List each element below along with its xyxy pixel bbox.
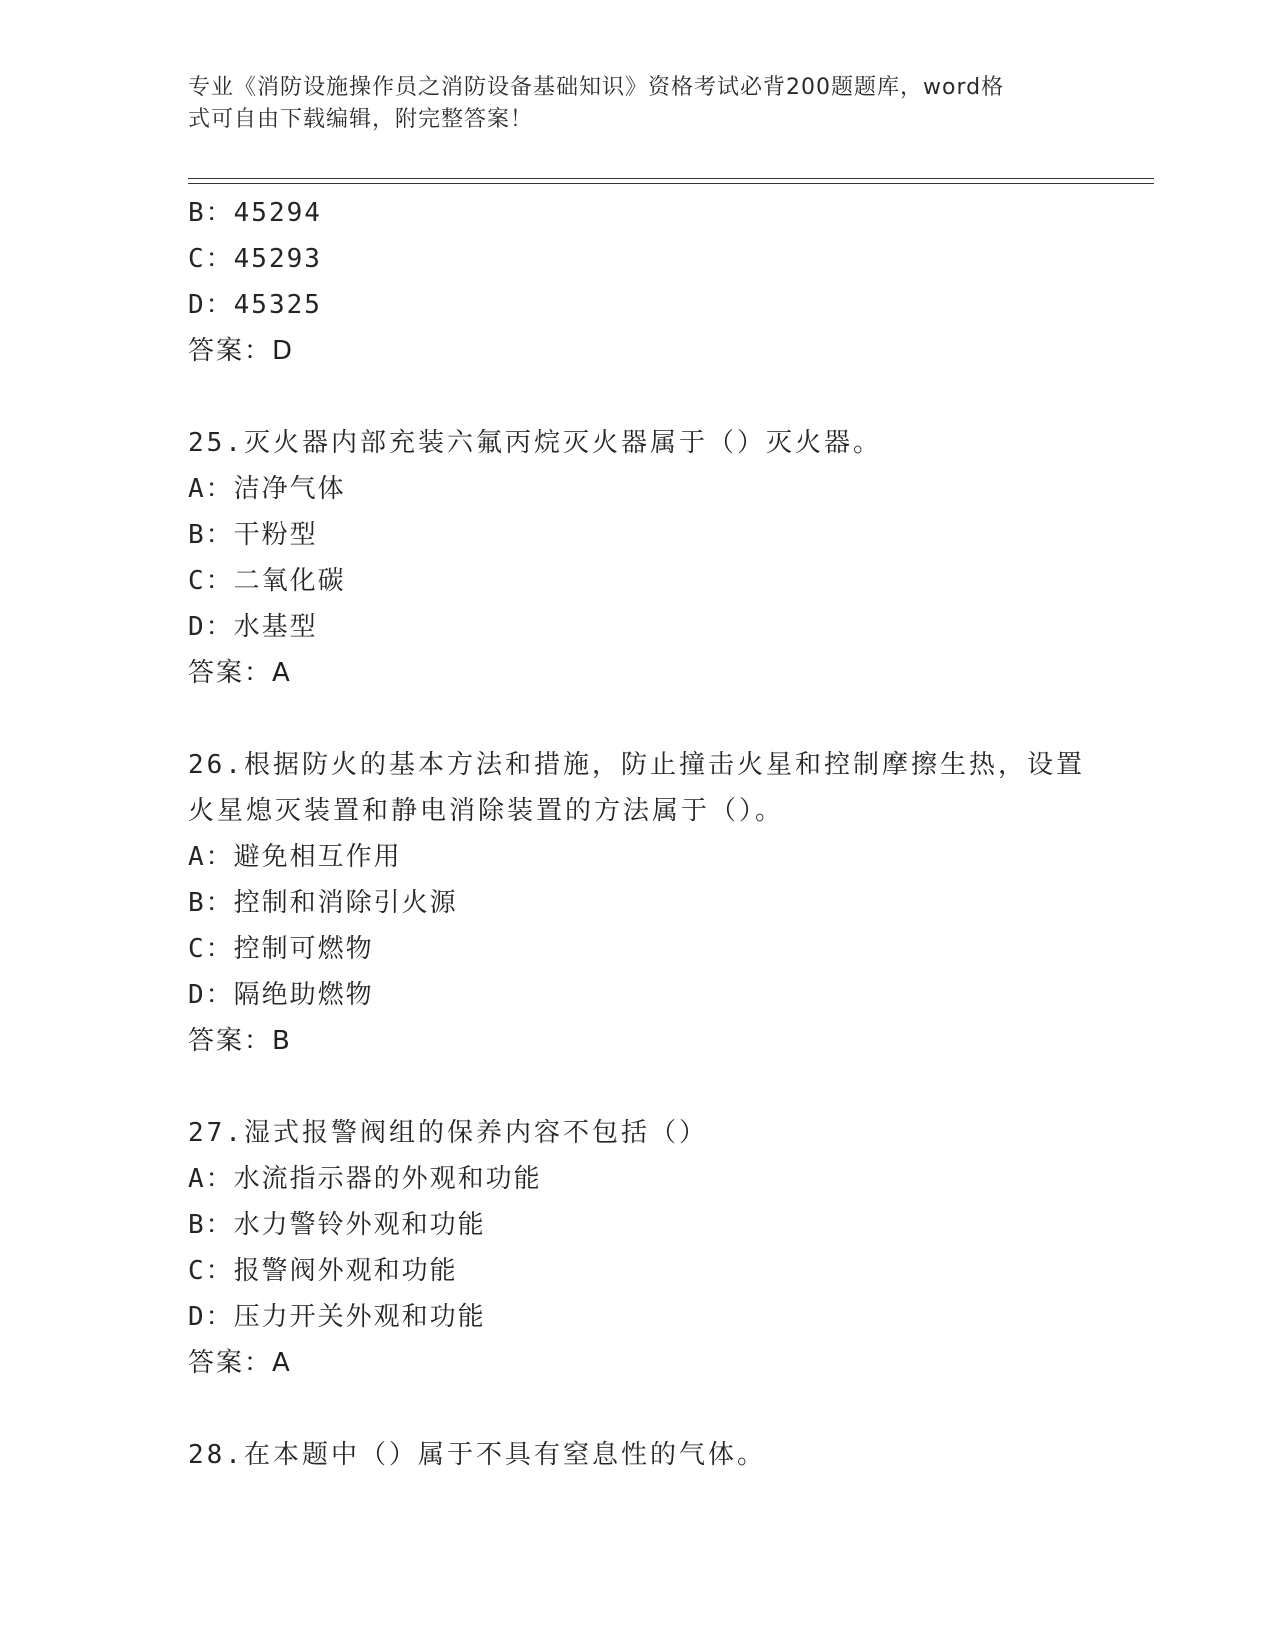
question-stem-line-1: 26.根据防火的基本方法和措施，防止撞击火星和控制摩擦生热，设置 xyxy=(188,750,1085,780)
answer-line: 答案：B xyxy=(188,1026,292,1056)
answer-line: 答案：D xyxy=(188,336,295,366)
spacer xyxy=(188,374,1088,420)
question-27 xyxy=(188,1110,1088,1386)
question-25 xyxy=(188,420,1088,696)
option-b: B：水力警铃外观和功能 xyxy=(188,1210,486,1240)
option-a: A：避免相互作用 xyxy=(188,842,402,872)
spacer xyxy=(188,696,1088,742)
question-stem: 27.湿式报警阀组的保养内容不包括（） xyxy=(188,1118,708,1148)
question-24-continued xyxy=(188,190,1088,374)
header-title-line-1: 专业《消防设施操作员之消防设备基础知识》资格考试必背200题题库，word格 xyxy=(188,75,1005,100)
option-b: B：干粉型 xyxy=(188,520,318,550)
question-stem-line-2: 火星熄灭装置和静电消除装置的方法属于（）。 xyxy=(188,796,785,826)
option-a: A：洁净气体 xyxy=(188,474,346,504)
option-d: D：45325 xyxy=(188,290,322,320)
question-stem: 25.灭火器内部充装六氟丙烷灭火器属于（）灭火器。 xyxy=(188,428,882,458)
option-c: C：控制可燃物 xyxy=(188,934,374,964)
option-b: B：控制和消除引火源 xyxy=(188,888,458,918)
question-28 xyxy=(188,1432,1088,1478)
option-c: C：45293 xyxy=(188,244,322,274)
question-stem: 28.在本题中（）属于不具有窒息性的气体。 xyxy=(188,1440,766,1470)
header-rule-bottom xyxy=(188,183,1154,184)
answer-line: 答案：A xyxy=(188,658,292,688)
option-a: A：水流指示器的外观和功能 xyxy=(188,1164,542,1194)
answer-line: 答案：A xyxy=(188,1348,292,1378)
page-header xyxy=(188,72,1068,136)
option-c: C：报警阀外观和功能 xyxy=(188,1256,458,1286)
option-b: B：45294 xyxy=(188,198,322,228)
option-c: C：二氧化碳 xyxy=(188,566,346,596)
header-rule-top xyxy=(188,178,1154,179)
option-d: D：水基型 xyxy=(188,612,318,642)
question-26 xyxy=(188,742,1088,1064)
header-title-line-2: 式可自由下载编辑，附完整答案！ xyxy=(188,107,534,132)
spacer xyxy=(188,1064,1088,1110)
question-list xyxy=(188,190,1088,1478)
option-d: D：压力开关外观和功能 xyxy=(188,1302,486,1332)
option-d: D：隔绝助燃物 xyxy=(188,980,374,1010)
spacer xyxy=(188,1386,1088,1432)
